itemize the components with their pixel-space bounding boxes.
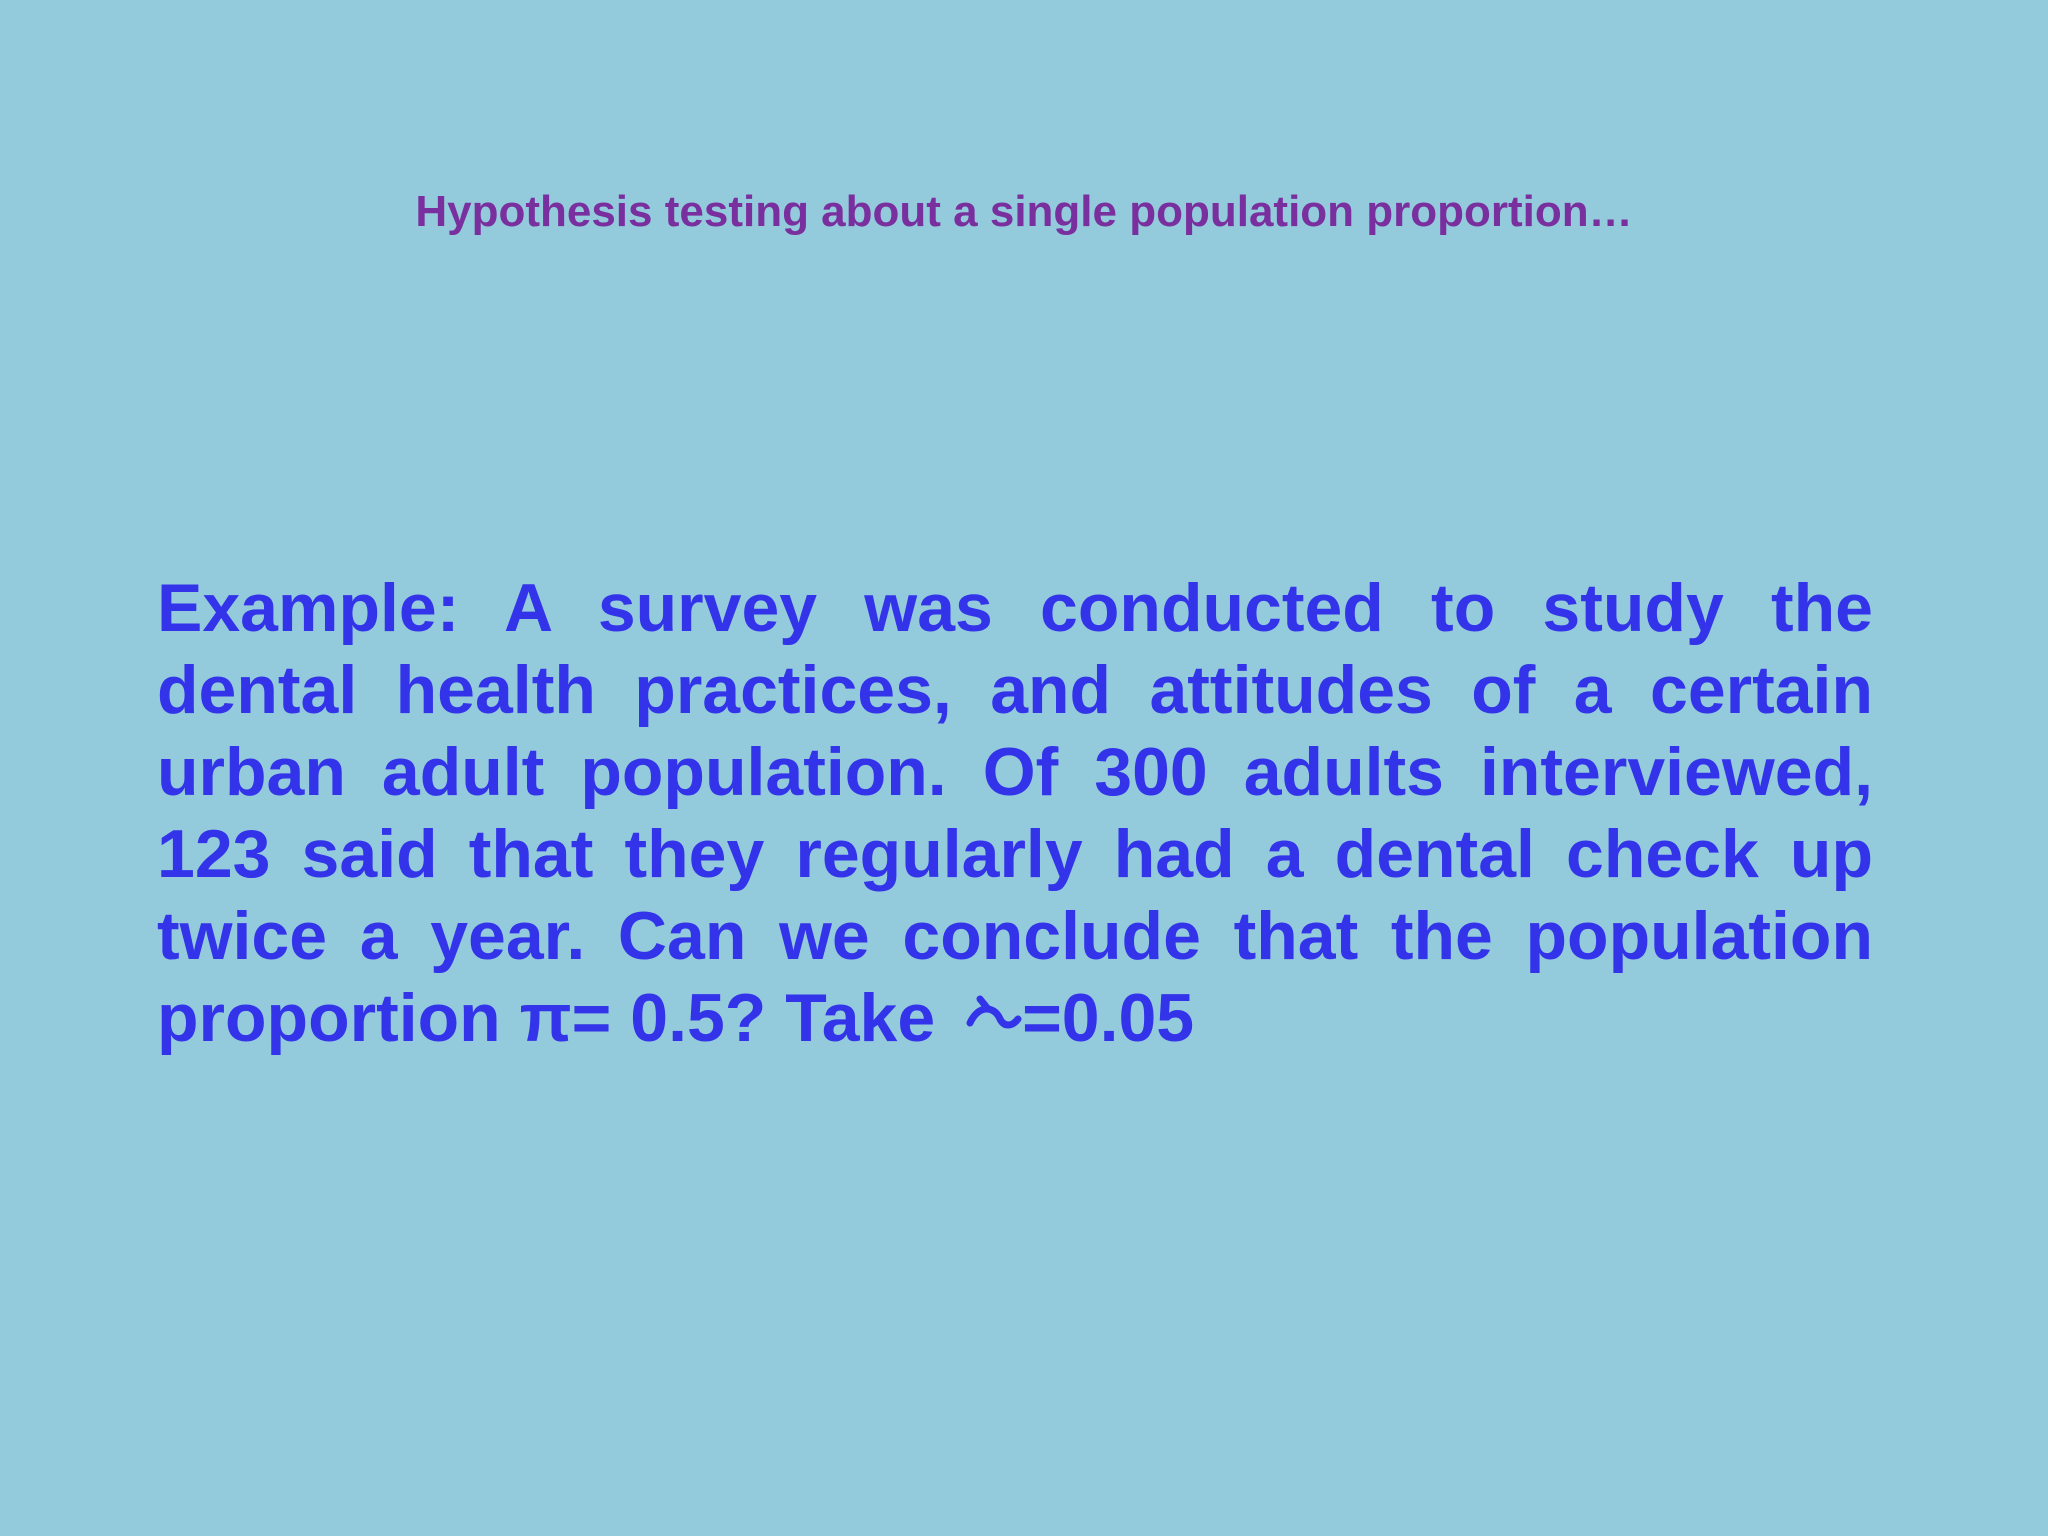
slide-body	[157, 567, 1873, 1059]
body-text: Example: A survey was conducted to study the dental health practices, and attitudes of a certain urban adult population. Of 300 adults interviewed, 123 said that they regularly had a dental check up twice a year. Can we conclude that the population proportion π= 0.5? Take	[157, 570, 1873, 1056]
alpha-symbol-icon	[966, 993, 1022, 1043]
alpha-value: =0.05	[1022, 980, 1195, 1056]
slide-title: Hypothesis testing about a single population proportion…	[415, 187, 1633, 236]
